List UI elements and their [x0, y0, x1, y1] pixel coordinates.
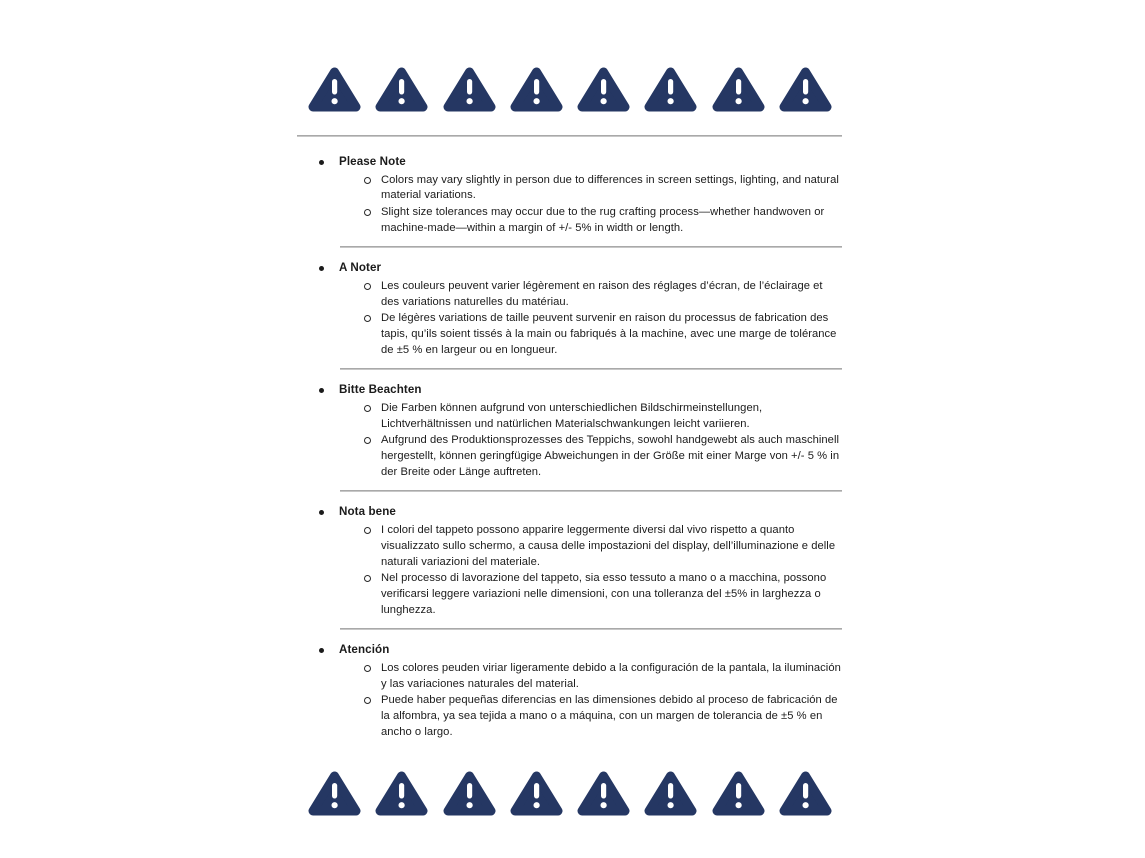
- bullet-circle-icon: [364, 405, 371, 412]
- section-title: Atención: [339, 643, 390, 657]
- top-divider: [297, 135, 842, 137]
- bullet-dot-icon: [319, 160, 324, 165]
- bullet-circle-icon: [364, 283, 371, 290]
- bullet-circle-icon: [364, 177, 371, 184]
- section-heading: [297, 643, 842, 658]
- document-page: [297, 0, 842, 818]
- note-item-text: Les couleurs peuvent varier légèrement en raison des réglages d’écran, de l’éclairage et des variations naturelles du matériau.: [381, 279, 823, 308]
- note-item-text: De légères variations de taille peuvent survenir en raison du processus de fabrication des tapis, qu’ils soient tissés à la main ou fabriqués à la machine, avec une marge de tolérance de ±5 % en largeur ou en longueur.: [381, 312, 837, 357]
- notes-sections: [297, 155, 842, 741]
- bullet-circle-icon: [364, 665, 371, 672]
- note-item-text: Los colores peuden viriar ligeramente debido a la configuración de la pantala, la iluminación y las variaciones naturales del material.: [381, 661, 841, 690]
- bullet-dot-icon: [319, 510, 324, 515]
- note-section-es: [297, 643, 842, 741]
- note-section-de: [297, 383, 842, 481]
- section-divider: [340, 246, 842, 248]
- note-section-it: [297, 505, 842, 619]
- section-title: Bitte Beachten: [339, 383, 422, 397]
- warning-triangle-icon: [510, 64, 563, 114]
- warning-triangle-icon: [644, 768, 697, 818]
- warning-row-top: [297, 64, 842, 114]
- note-section-fr: [297, 261, 842, 359]
- section-divider: [340, 490, 842, 492]
- note-item: [297, 661, 842, 693]
- section-divider: [340, 628, 842, 630]
- note-item: [297, 279, 842, 311]
- warning-triangle-icon: [644, 64, 697, 114]
- note-item: [297, 401, 842, 433]
- note-item: [297, 173, 842, 205]
- bullet-circle-icon: [364, 315, 371, 322]
- warning-triangle-icon: [308, 64, 361, 114]
- bullet-circle-icon: [364, 209, 371, 216]
- section-heading: [297, 261, 842, 276]
- bullet-circle-icon: [364, 437, 371, 444]
- section-heading: [297, 155, 842, 170]
- warning-triangle-icon: [712, 768, 765, 818]
- warning-triangle-icon: [375, 64, 428, 114]
- bullet-circle-icon: [364, 527, 371, 534]
- note-item-text: Die Farben können aufgrund von unterschiedlichen Bildschirmeinstellungen, Lichtverhältnissen und natürlichen Materialschwankungen leicht variieren.: [381, 401, 763, 430]
- section-title: Please Note: [339, 155, 406, 168]
- warning-triangle-icon: [510, 768, 563, 818]
- bullet-dot-icon: [319, 388, 324, 393]
- warning-triangle-icon: [779, 768, 832, 818]
- warning-triangle-icon: [577, 64, 630, 114]
- section-heading: [297, 383, 842, 398]
- section-divider: [340, 368, 842, 370]
- warning-triangle-icon: [577, 768, 630, 818]
- section-title: Nota bene: [339, 505, 396, 519]
- section-title: A Noter: [339, 261, 382, 275]
- note-item-text: Puede haber pequeñas diferencias en las dimensiones debido al proceso de fabricación de la alfombra, ya sea tejida a mano o a máquina, con un margen de tolerancia de ±5 % en ancho o largo.: [381, 694, 838, 739]
- bullet-dot-icon: [319, 648, 324, 653]
- warning-triangle-icon: [443, 64, 496, 114]
- note-item-text: Colors may vary slightly in person due to differences in screen settings, lighting, and natural material variations.: [381, 173, 839, 202]
- warning-row-bottom: [297, 768, 842, 818]
- note-item: [297, 205, 842, 237]
- warning-triangle-icon: [779, 64, 832, 114]
- note-section-en: [297, 155, 842, 237]
- bullet-circle-icon: [364, 697, 371, 704]
- note-item-text: Nel processo di lavorazione del tappeto, sia esso tessuto a mano o a macchina, possono verificarsi leggere variazioni nelle dimensioni, con una tolleranza del ±5% in larghezza o lunghezza.: [381, 572, 827, 617]
- note-item: [297, 523, 842, 571]
- warning-triangle-icon: [308, 768, 361, 818]
- section-heading: [297, 505, 842, 520]
- note-item-text: I colori del tappeto possono apparire leggermente diversi dal vivo rispetto a quanto visualizzato sullo schermo, a causa delle impostazioni del display, dell’illuminazione e delle naturali variazioni del materiale.: [381, 523, 836, 568]
- note-item-text: Slight size tolerances may occur due to the rug crafting process—whether handwoven or machine-made—within a margin of +/- 5% in width or length.: [381, 206, 825, 235]
- bullet-dot-icon: [319, 266, 324, 271]
- warning-triangle-icon: [443, 768, 496, 818]
- bullet-circle-icon: [364, 575, 371, 582]
- warning-triangle-icon: [712, 64, 765, 114]
- note-item: [297, 693, 842, 741]
- note-item: [297, 311, 842, 359]
- note-item-text: Aufgrund des Produktionsprozesses des Teppichs, sowohl handgewebt als auch maschinell hergestellt, können geringfügige Abweichungen in der Größe mit einer Marge von +/- 5 % in der Breite oder Länge auftreten.: [381, 434, 840, 479]
- warning-triangle-icon: [375, 768, 428, 818]
- note-item: [297, 433, 842, 481]
- note-item: [297, 571, 842, 619]
